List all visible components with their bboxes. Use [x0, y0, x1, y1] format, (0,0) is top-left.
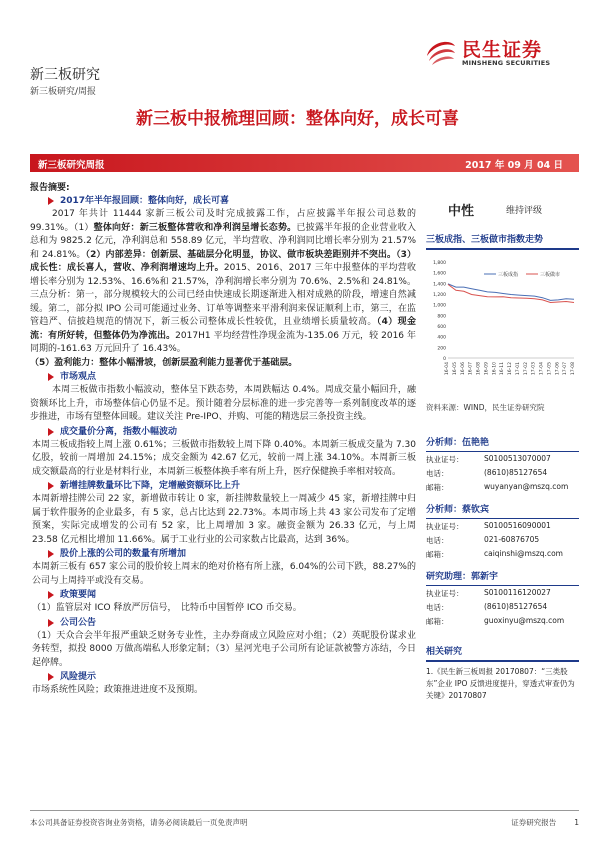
- analyst-name: 伍艳艳: [462, 438, 490, 448]
- analyst-contact-row: [426, 600, 579, 614]
- x-tick-label: 16-08: [476, 362, 482, 376]
- chart-source: 资料来源：WIND，民生证券研究院: [426, 403, 545, 412]
- analyst-role: 分析师：: [426, 438, 463, 448]
- triangle-bullet-icon: [48, 673, 54, 681]
- page-title: 新三板中报梳理回顾：整体向好，成长可喜: [136, 109, 459, 129]
- report-date: 2017 年 09 月 04 日: [465, 160, 563, 171]
- x-tick-label: 16-07: [468, 362, 474, 376]
- section-body-4: 本周新增挂牌公司 22 家，新增做市转让 0 家，新挂牌数量较上一周减少 45 家，新增挂牌中归属于软件服务的企业最多，有 5 家，总占比达到 22.73%。本周市场上共 43 家公司发布了定增预案，实际完成增发的公司有 52 家，比上周增加 3 家。融资金额为 26.33 亿元，与上周 23.58 亿元相比增加 11.66%。属于工业行业的公司家数占比最高，达到 36%。: [32, 494, 416, 545]
- section-body-7: （1）天众合会半年报严重缺乏财务专业性，主办券商成立风险应对小组；（2）英昵股份谋求业务转型，拟投 8000 万做高端私人形象定制；（3）星河光电子公司所有论证款被警方冻结，今日起停牌。: [32, 630, 416, 668]
- analyst-contact-row: [426, 466, 579, 480]
- contact-key: 电话：: [426, 469, 449, 478]
- analyst-name: 郭新宇: [471, 572, 499, 582]
- triangle-bullet-icon: [48, 591, 54, 599]
- analyst-contact-row: [426, 547, 579, 561]
- contact-value: S0100513070007: [484, 454, 551, 463]
- report-subtype: 新三板研究/周报: [30, 87, 97, 97]
- contact-key: 执业证号：: [426, 522, 464, 531]
- sidebar-column: [426, 180, 579, 702]
- y-tick-label: 1,400: [433, 282, 446, 288]
- rating-value: 中性: [448, 204, 475, 219]
- analyst-contact-row: [426, 480, 579, 494]
- analyst-contact-row: [426, 519, 579, 533]
- analyst-block: [426, 435, 579, 494]
- triangle-bullet-icon: [48, 482, 54, 490]
- section-head-2: 市场观点: [30, 370, 416, 384]
- y-tick-label: 600: [437, 325, 446, 330]
- contact-key: 邮箱：: [426, 483, 449, 492]
- section-body-1: 2017 年共计 11444 家新三板公司及时完成披露工作，占应披露半年报公司总数的 99.31%。（1）整体向好：新三板整体营收和净利润呈增长态势。已披露半年报的企业营业收入总和为 9825.2 亿元，净利润总和 558.89 亿元，半均营收、净利润同比增长率分别为 21.57%和 24.81%。（2）内部差异：创新层、基础层分化明显，协议、做市板块差距别并不突出。（3）成长性：成长喜人，营收、净利润增速均上升。2015、2016、2017 三年中报整体的平均营收增长率分别为 12.53%、16.6%和 21.57%，净利润增长率分别为 70.6%、2.5%和 24.81%。三点分析：第一，部分规模较大的公司已经由快速成长期逐渐进入相对成熟的阶段，增速自然减缓。第二，部分拟 IPO 公司可能通过业务、订单等调整来平滑利润来保证顺利上市，第三，在监管趋严、信披趋规范的情况下，新三板公司整体成长性较优，且业绩增长质量较高。（4）现金流：有所好转，但整体仍为净流出。2017H1 平均经营性净现金流为-135.06 万元，较 2016 年同期的-161.63 万元回升了 16.43%。 （5）盈利能力：整体小幅滑坡，创新层盈利能力显著优于基础层。: [30, 209, 416, 368]
- contact-value: 021-60876705: [484, 535, 540, 544]
- y-tick-label: 1,600: [433, 271, 446, 277]
- y-tick-label: 1,800: [433, 261, 446, 266]
- related-research-item[interactable]: 1.《民生新三板周报 20170807：“三类股东”企业 IPO 反馈进度提升，穿透式审查仍为关键》20170807: [426, 667, 575, 700]
- summary-column: [30, 180, 416, 698]
- x-tick-label: 17-08: [571, 362, 576, 376]
- x-tick-label: 16-11: [500, 362, 506, 376]
- rating-note: 维持评级: [506, 206, 543, 216]
- analyst-title: [426, 435, 579, 452]
- section-head-7: 公司公告: [30, 616, 416, 630]
- triangle-bullet-icon: [48, 428, 54, 436]
- triangle-bullet-icon: [48, 197, 54, 205]
- contact-value[interactable]: guoxinyu@mszq.com: [484, 616, 565, 625]
- logo-text-cn: 民生证券: [462, 39, 543, 61]
- band-label: 新三板研究周报: [38, 160, 105, 171]
- analyst-role: 研究助理：: [426, 572, 472, 582]
- y-tick-label: 200: [437, 346, 446, 352]
- header-band: [30, 154, 579, 172]
- rating-box: [426, 180, 579, 224]
- x-tick-label: 16-05: [452, 362, 458, 376]
- report-type: 新三板研究: [30, 67, 100, 83]
- x-tick-label: 17-02: [523, 362, 529, 376]
- footer-disclaimer: 本公司具备证券投资咨询业务资格，请务必阅读最后一页免责声明: [30, 818, 248, 827]
- chart-title: 三板成指、三板做市指数走势: [426, 232, 579, 250]
- contact-key: 电话：: [426, 603, 449, 612]
- x-tick-label: 16-12: [508, 362, 513, 376]
- x-tick-label: 17-03: [531, 362, 537, 376]
- x-tick-label: 16-04: [445, 362, 450, 376]
- analyst-list: [426, 435, 579, 628]
- y-tick-label: 400: [437, 335, 446, 341]
- triangle-bullet-icon: [48, 619, 54, 627]
- triangle-bullet-icon: [48, 550, 54, 558]
- y-tick-label: 1,000: [433, 303, 446, 309]
- section-head-8: 风险提示: [30, 670, 416, 684]
- analyst-role: 分析师：: [426, 505, 463, 515]
- contact-key: 执业证号：: [426, 455, 464, 464]
- triangle-bullet-icon: [48, 373, 54, 381]
- logo-swirl-icon: [424, 34, 458, 68]
- section-head-1: 2017年半年报回顾：整体向好，成长可喜: [30, 194, 416, 208]
- section-body-5: 本周新三板有 657 家公司的股价较上周末的绝对价格有所上涨，6.04%的公司下跌，88.27%的公司与上周持平或没有交易。: [32, 562, 416, 586]
- contact-value: S0100116120027: [484, 588, 551, 597]
- analyst-contact-row: [426, 614, 579, 628]
- analyst-contact-row: [426, 586, 579, 600]
- section-head-5: 股价上涨的公司的数量有所增加: [30, 547, 416, 561]
- x-tick-label: 16-10: [492, 362, 498, 376]
- analyst-contact-row: [426, 533, 579, 547]
- summary-title: 报告摘要:: [30, 183, 70, 193]
- contact-key: 电话：: [426, 536, 449, 545]
- contact-key: 邮箱：: [426, 617, 449, 626]
- x-tick-label: 16-09: [484, 362, 490, 376]
- x-tick-label: 17-06: [555, 362, 561, 376]
- company-logo: [424, 34, 574, 70]
- analyst-title: [426, 569, 579, 586]
- index-trend-chart: [426, 250, 579, 400]
- analyst-title: [426, 502, 579, 519]
- section-body-8: 市场系统性风险；政策推进进度不及预期。: [32, 685, 204, 695]
- footer-right: [493, 817, 579, 828]
- page-number: 1: [574, 818, 579, 827]
- x-tick-label: 17-05: [547, 362, 553, 376]
- footer-label: 证券研究报告: [511, 818, 557, 827]
- section-head-6: 政策要闻: [30, 588, 416, 602]
- analyst-block: [426, 502, 579, 561]
- contact-key: 邮箱：: [426, 550, 449, 559]
- contact-value[interactable]: wuyanyan@mszq.com: [484, 482, 569, 491]
- contact-value: S0100516090001: [484, 521, 551, 530]
- contact-value: (8610)85127654: [484, 602, 548, 611]
- y-tick-label: 0: [443, 357, 446, 362]
- x-tick-label: 17-07: [563, 362, 569, 376]
- contact-value[interactable]: caiqinshi@mszq.com: [484, 549, 563, 558]
- legend-label: 三板成指: [498, 271, 519, 278]
- x-tick-label: 16-06: [460, 362, 466, 376]
- section-head-4: 新增挂牌数量环比下降，定增融资额环比上升: [30, 479, 416, 493]
- page-footer: [30, 810, 579, 828]
- y-tick-label: 800: [437, 314, 446, 320]
- y-tick-label: 1,200: [433, 293, 446, 298]
- x-tick-label: 17-04: [539, 362, 545, 376]
- chart-svg: [426, 250, 579, 400]
- contact-key: 执业证号：: [426, 589, 464, 598]
- analyst-block: [426, 569, 579, 628]
- section-body-3: 本周三板成指较上周上涨 0.61%；三板做市指数较上周下降 0.40%。本周新三板成交量为 7.30 亿股，较前一周增加 24.15%；成交金额为 42.67 亿元，较前一周上涨 34.10%。本周新三板成交额最高的行业是材料行业，本周新三板整体换手率有所上升，医疗保健换手率相对较高。: [32, 439, 416, 477]
- legend-label: 三板做市: [540, 271, 561, 278]
- analyst-name: 蔡钦宾: [462, 505, 490, 515]
- section-body-2: 本周三板做市指数小幅波动，整体呈下跌态势，本周跌幅达 0.4%。周成交量小幅回升，融资额环比上升，市场整体信心仍显不足。预计随着分层标准的进一步完善等一系列制度改革的逐步推进，市场有望整体回暖。建议关注 Pre-IPO、并购、可能的精选层三条投资主线。: [30, 385, 416, 422]
- section-head-3: 成交量价分离，指数小幅波动: [30, 425, 416, 439]
- x-tick-label: 17-01: [515, 362, 521, 376]
- section-body-6: （1）监管层对 ICO 释放严厉信号， 比特币中国暂停 ICO 币交易。: [32, 603, 302, 613]
- related-research-title: 相关研究: [426, 644, 579, 662]
- logo-text-en: MINSHENG SECURITIES: [462, 59, 551, 67]
- analyst-contact-row: [426, 452, 579, 466]
- contact-value: (8610)85127654: [484, 468, 548, 477]
